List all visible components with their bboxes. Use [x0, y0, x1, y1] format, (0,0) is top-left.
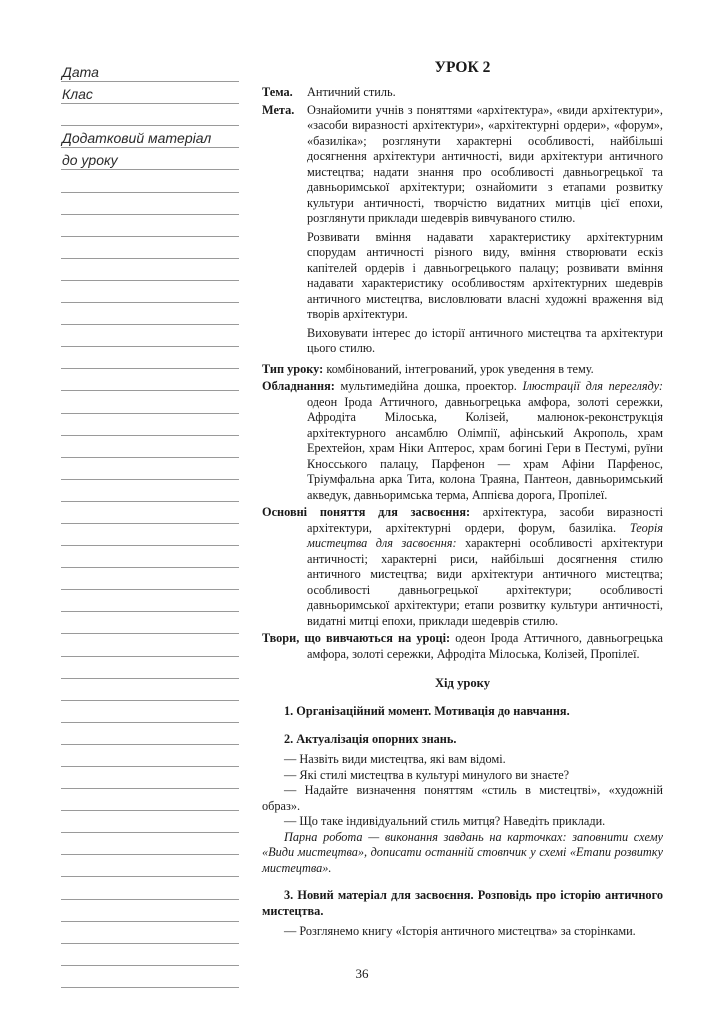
note-line — [61, 590, 239, 612]
illustrations-label: Ілюстрації для перегляду: — [522, 379, 663, 393]
goal-entry — [262, 103, 663, 360]
art-theory-text: характерні особливості архітектури античності; характерні риси, найбільші досягнення стилю античного мистецтва; види архітектури античного мистецтва; особливості давньогрецької архітектури; особливості давньоримської архітектури; етапи розвитку культури античності, видатні митці епохи, приклади шедеврів стилю. — [307, 536, 663, 628]
note-line — [61, 369, 239, 391]
note-line — [61, 855, 239, 877]
additional-material-label: Додатковий матеріал — [62, 130, 212, 147]
note-line — [61, 634, 239, 656]
note-line — [61, 789, 239, 811]
step-3: 3. Новий матеріал для засвоєння. Розповідь про історію античного мистецтва. — [262, 888, 663, 918]
for-lesson-line — [61, 148, 239, 170]
note-line — [61, 679, 239, 701]
note-line — [61, 170, 239, 192]
date-label: Дата — [62, 64, 99, 81]
note-line — [61, 303, 239, 325]
for-lesson-label: до уроку — [62, 152, 118, 169]
goal-label: Мета. — [262, 102, 295, 117]
class-label: Клас — [62, 86, 93, 103]
studied-works-text: одеон Ірода Аттичного, давньогрецька амфора, золоті сережки, Афродіта Мілоська, Колізей, Пропілеї. — [307, 631, 663, 661]
class-line — [61, 82, 239, 104]
note-line — [61, 502, 239, 524]
note-line — [61, 612, 239, 634]
note-line — [61, 347, 239, 369]
note-line — [61, 414, 239, 436]
note-line — [61, 193, 239, 215]
equipment-label: Обладнання: — [262, 379, 335, 393]
note-line — [61, 833, 239, 855]
illustrations-list: одеон Ірода Аттичного, давньогрецька амфора, золоті сережки, Афродіта Мілоська, Колізей, малюнок-реконструкція архітектурного ансамблю Олімпії, афінський Акрополь, храм Ерехтейон, храм Ніки Аптерос, храм богині Гери в Пестумі, руїни Кносського палацу, Парфенон — храм Афіни Парфенос, Тріумфальна арка Тита, колона Траяна, Пантеон, давньоримський акведук, давньоримська терма, Аппієва дорога, Пропілеї. — [307, 394, 663, 502]
additional-material-line — [61, 126, 239, 148]
note-line — [61, 657, 239, 679]
note-line — [61, 944, 239, 966]
lesson-course-title: Хід уроку — [434, 676, 491, 690]
note-line — [61, 458, 239, 480]
lesson-type-text: комбінований, інтегрований, урок уведення в тему. — [326, 361, 594, 376]
note-line — [61, 546, 239, 568]
equipment-text: мультимедійна дошка, проектор. — [340, 379, 517, 393]
studied-works-label: Твори, що вивчаються на уроці: — [262, 631, 451, 645]
question-1: — Назвіть види мистецтва, які вам відомі. — [284, 752, 506, 767]
art-theory-label: Теорія мистецтва для засвоєння: — [307, 520, 663, 550]
question-3: — Надайте визначення поняттям «стиль в мистецтві», «художній образ». — [262, 783, 663, 813]
margin-notes — [61, 60, 239, 988]
note-line — [61, 436, 239, 458]
question-4: — Що таке індивідуальний стиль митця? Наведіть приклади. — [284, 814, 606, 829]
equipment — [262, 379, 663, 503]
pair-work: Парна робота — виконання завдань на карточках: заповнити схему «Види мистецтва», дописати останній стовпчик у схемі «Етапи розвитку мистецтва». — [262, 829, 663, 875]
lesson-title: УРОК 2 — [434, 59, 491, 76]
lesson-type-label: Тип уроку: — [262, 361, 324, 376]
lesson-type — [262, 362, 663, 378]
step-2: 2. Актуалізація опорних знань. — [284, 731, 457, 746]
note-line — [61, 391, 239, 413]
blank-note-lines — [61, 170, 239, 987]
key-concepts — [262, 505, 663, 629]
note-line — [61, 215, 239, 237]
note-line — [61, 568, 239, 590]
note-line — [61, 877, 239, 899]
goal-paragraph-2: Розвивати вміння надавати характеристику архітектурним спорудам античності різного виду, вміння створювати ескіз капітелей ордерів і давньогрецького палацу; розвивати вміння надавати характеристику особливостям архітектурних шедеврів античного мистецтва, висловлювати власні художні враження від творів архітектури. — [307, 229, 663, 321]
note-line — [61, 524, 239, 546]
blank-line — [61, 104, 239, 126]
note-line — [61, 259, 239, 281]
topic-entry — [262, 85, 663, 101]
topic-label: Тема. — [262, 85, 293, 99]
note-line — [61, 723, 239, 745]
key-concepts-text: архітектура, засоби виразності архітектури, архітектурні ордери, форум, базиліка. — [307, 505, 663, 535]
goal-paragraph-3: Виховувати інтерес до історії античного мистецтва та архітектури цього стилю. — [307, 325, 663, 355]
page-number: 36 — [355, 966, 369, 981]
note-line — [61, 237, 239, 259]
goal-paragraph-1: Ознайомити учнів з поняттями «архітектура», «види архітектури», «засоби виразності архітектури», «архітектурні ордери», «форум», «базиліка»; розглянути характерні особливості, найбільші досягнення архітектури античності, види архітектури античного мистецтва; надати знання про особливості давньогрецької та давньоримської архітектури; ознайомити з етапами розвитку культури античності, творчістю видатних митців цієї епохи, розглянути приклади шедеврів вивчуваного стилю. — [307, 102, 663, 225]
note-line — [61, 480, 239, 502]
key-concepts-label: Основні поняття для засвоєння: — [262, 505, 471, 519]
note-line — [61, 281, 239, 303]
topic-text: Античний стиль. — [307, 85, 396, 99]
book-review: — Розглянемо книгу «Історія античного мистецтва» за сторінками. — [284, 924, 636, 939]
question-2: — Які стилі мистецтва в культурі минулого ви знаєте? — [284, 767, 570, 782]
note-line — [61, 811, 239, 833]
step-1: 1. Організаційний момент. Мотивація до навчання. — [284, 703, 570, 718]
studied-works — [262, 631, 663, 662]
note-line — [61, 701, 239, 723]
date-line — [61, 60, 239, 82]
note-line — [61, 325, 239, 347]
note-line — [61, 900, 239, 922]
note-line — [61, 922, 239, 944]
lesson-content — [262, 58, 663, 940]
note-line — [61, 745, 239, 767]
note-line — [61, 767, 239, 789]
